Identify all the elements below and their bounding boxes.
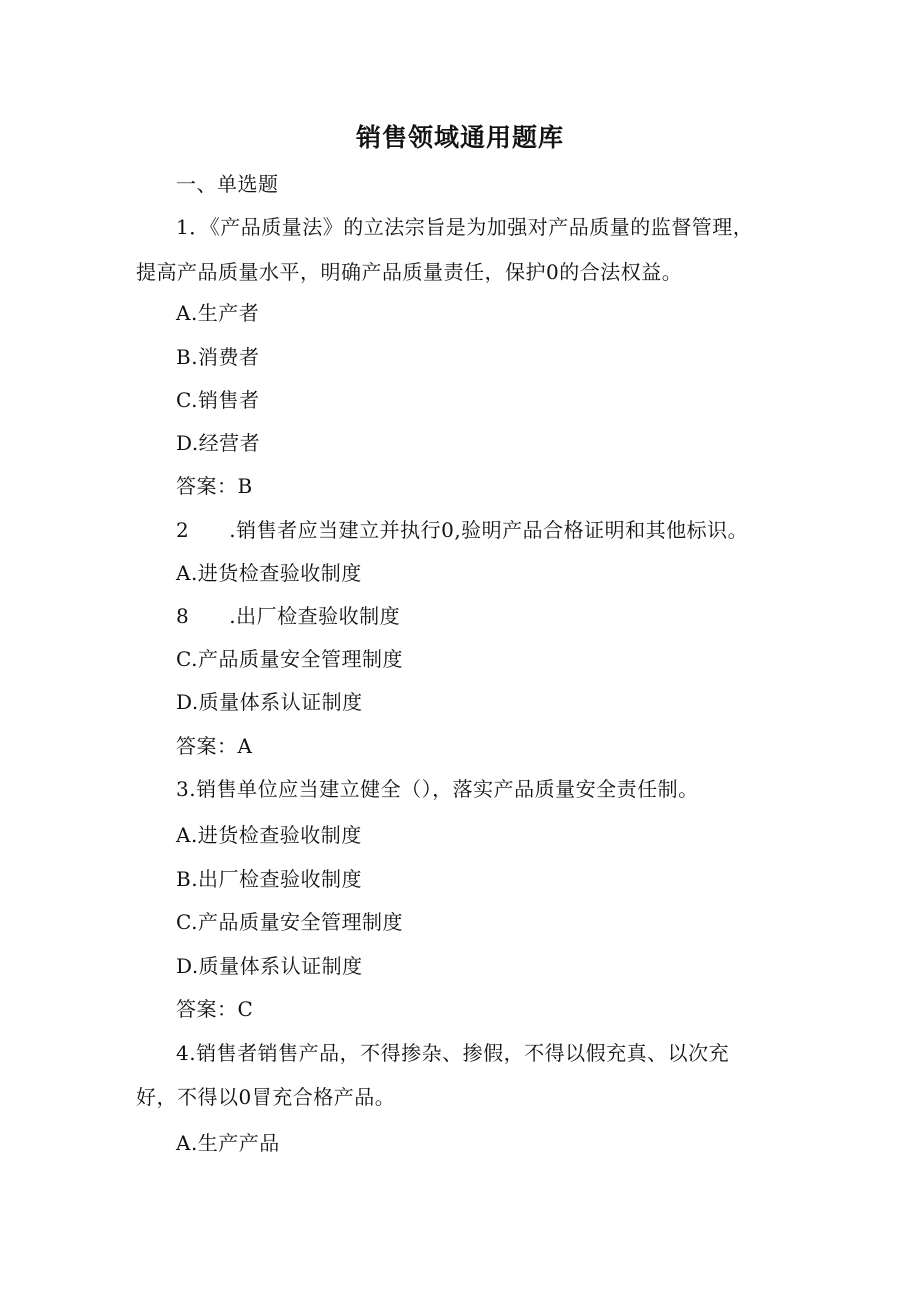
question-2-option-c: C.产品质量安全管理制度: [176, 647, 403, 671]
question-1-option-c: C.销售者: [176, 388, 260, 412]
question-2-number: 2: [176, 518, 190, 542]
question-3-stem: 3.销售单位应当建立健全（），落实产品质量安全责任制。: [176, 777, 699, 801]
question-3-option-a: A.进货检查验收制度: [176, 823, 362, 847]
question-1-option-b: B.消费者: [176, 345, 260, 369]
question-4-option-a: A.生产产品: [176, 1131, 280, 1155]
question-3-option-d: D.质量体系认证制度: [176, 954, 363, 978]
question-4-line-1: 4.销售者销售产品，不得掺杂、掺假，不得以假充真、以次充: [176, 1041, 730, 1065]
question-2-option-d: D.质量体系认证制度: [176, 690, 363, 714]
question-4-line-2: 好，不得以0冒充合格产品。: [136, 1085, 396, 1109]
question-2-option-b-number: 8: [176, 604, 190, 628]
question-3-option-b: B.出厂检查验收制度: [176, 867, 363, 891]
question-1-line-1: 1．《产品质量法》的立法宗旨是为加强对产品质量的监督管理，: [176, 215, 754, 239]
question-2-option-b: [176, 600, 400, 629]
question-1-line-2: 提高产品质量水平，明确产品质量责任，保护0的合法权益。: [136, 260, 683, 284]
question-2-answer: 答案：A: [176, 734, 253, 758]
question-2-stem: [176, 514, 748, 543]
section-heading: 一、单选题: [176, 172, 279, 196]
question-3-answer: 答案：C: [176, 997, 254, 1021]
question-1-option-d: D.经营者: [176, 431, 261, 455]
question-2-option-b-text: .出厂检查验收制度: [229, 604, 401, 628]
question-1-option-a: A.生产者: [176, 301, 260, 325]
question-2-text: .销售者应当建立并执行0,验明产品合格证明和其他标识。: [229, 518, 749, 542]
document-title: 销售领域通用题库: [355, 123, 564, 152]
question-2-option-a: A.进货检查验收制度: [176, 561, 362, 585]
question-3-option-c: C.产品质量安全管理制度: [176, 910, 403, 934]
question-1-answer: 答案：B: [176, 474, 253, 498]
